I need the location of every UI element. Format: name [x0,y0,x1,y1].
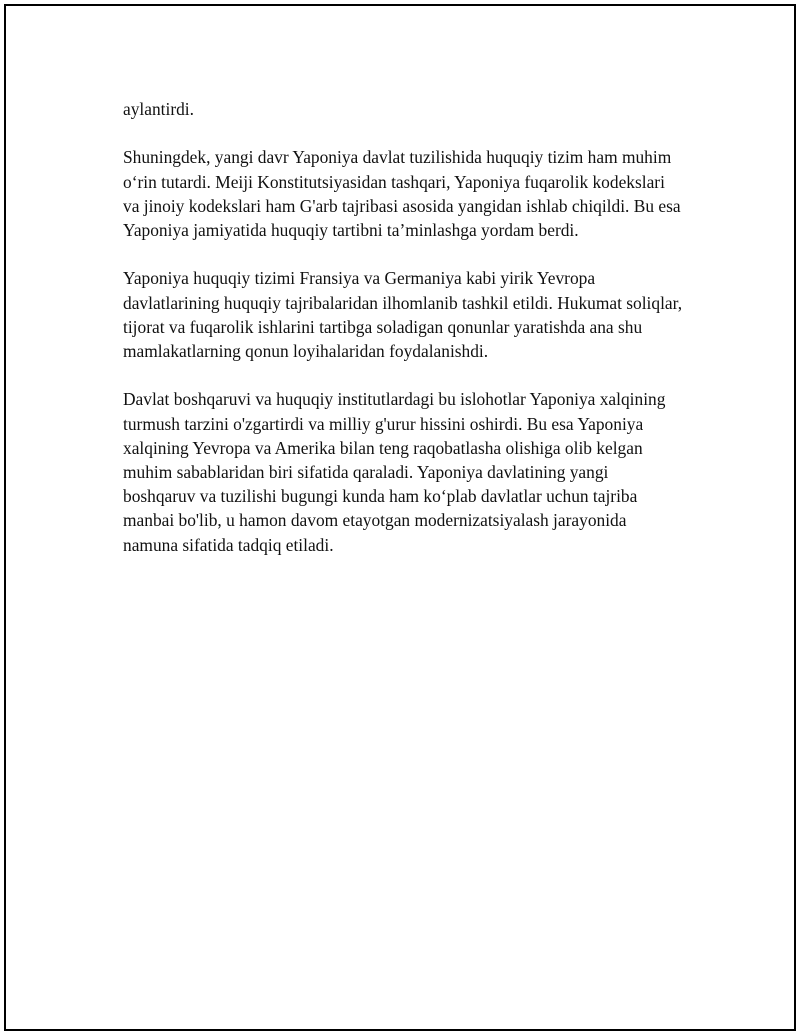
document-body [123,97,683,581]
paragraph-3: Yaponiya huquqiy tizimi Fransiya va Germaniya kabi yirik Yevropa davlatlarining huquqiy tajribalaridan ilhomlanib tashkil etildi. Hukumat soliqlar, tijorat va fuqarolik ishlarini tartibga soladigan qonunlar yaratishda ana shu mamlakatlarning qonun loyihalaridan foydalanishdi. [123,268,683,361]
paragraph-1: aylantirdi. [123,99,194,119]
paragraph-4: Davlat boshqaruvi va huquqiy institutlardagi bu islohotlar Yaponiya xalqining turmush tarzini o'zgartirdi va milliy g'urur hissini oshirdi. Bu esa Yaponiya xalqining Yevropa va Amerika bilan teng raqobatlasha olishiga olib kelgan muhim sabablaridan biri sifatida qaraladi. Yaponiya davlatining yangi boshqaruv va tuzilishi bugungi kunda ham ko‘plab davlatlar uchun tajriba manbai bo'lib, u hamon davom etayotgan modernizatsiyalash jarayonida namuna sifatida tadqiq etiladi. [123,389,666,555]
paragraph-2: Shuningdek, yangi davr Yaponiya davlat tuzilishida huquqiy tizim ham muhim o‘rin tutardi. Meiji Konstitutsiyasidan tashqari, Yaponiya fuqarolik kodekslari va jinoiy kodekslari ham G'arb tajribasi asosida yangidan ishlab chiqildi. Bu esa Yaponiya jamiyatida huquqiy tartibni ta’minlashga yordam berdi. [123,147,681,240]
page-frame [4,4,796,1031]
